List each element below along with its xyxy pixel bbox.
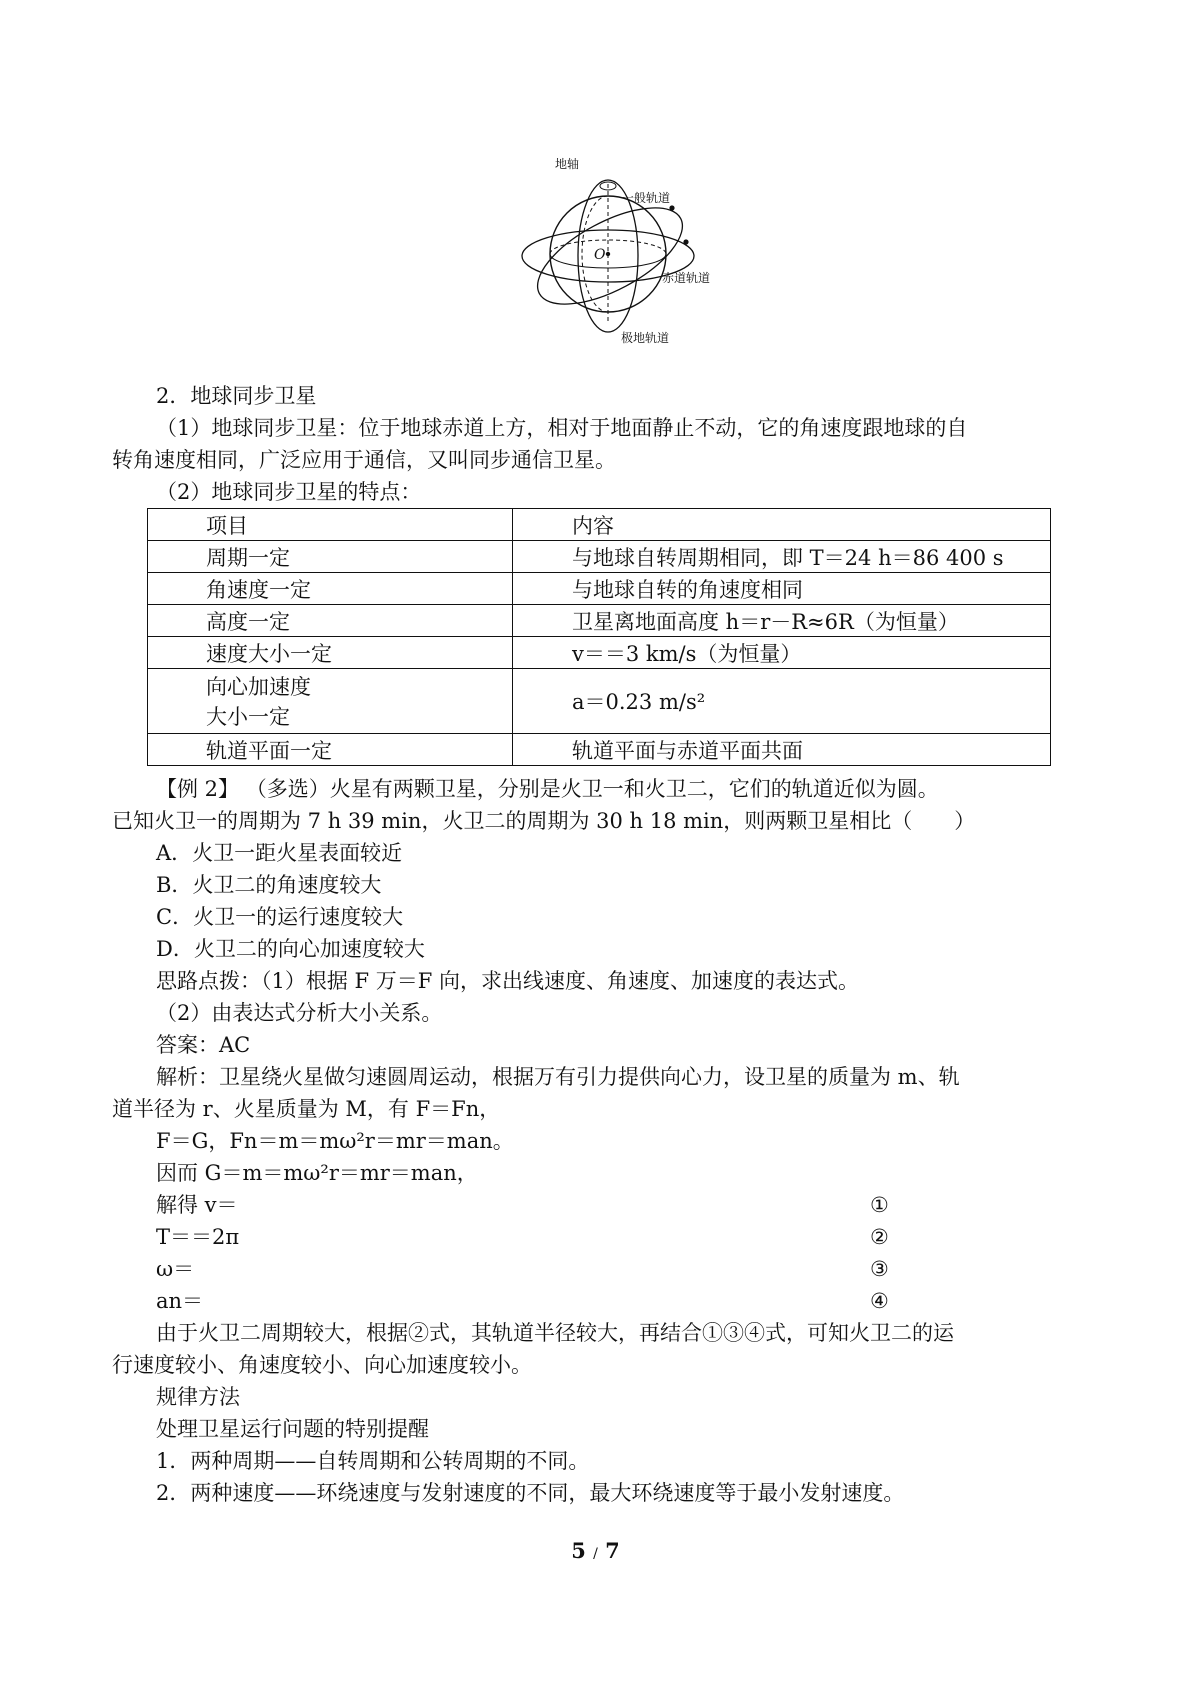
page-number [0,1538,1191,1563]
example-line2: 已知火卫一的周期为 7 h 39 min，火卫二的周期为 30 h 18 min，则两颗卫星相比（ ） [112,809,976,833]
method-point1: 1．两种周期——自转周期和公转周期的不同。 [156,1449,590,1473]
page-current: 5 [571,1538,586,1563]
page-total: 7 [605,1538,620,1563]
table-row [148,605,1051,637]
table-cell-item: 轨道平面一定 [148,734,513,766]
conclusion-line1: 由于火卫二周期较大，根据②式，其轨道半径较大，再结合①③④式，可知火卫二的运 [156,1321,954,1345]
method-point2: 2．两种速度——环绕速度与发射速度的不同，最大环绕速度等于最小发射速度。 [156,1481,905,1505]
table-row [148,637,1051,669]
equation-marker-2: ② [870,1225,889,1249]
hint-line2: （2）由表达式分析大小关系。 [156,1001,443,1025]
table-header-row [148,509,1051,541]
label-equatorial-orbit: 赤道轨道 [662,271,711,285]
table-row [148,573,1051,605]
table-cell-item-line2: 大小一定 [206,705,290,729]
equation-2: 因而 G＝m＝mω²r＝mr＝man， [156,1161,478,1185]
label-general-orbit: 一般轨道 [622,191,671,205]
option-d: D．火卫二的向心加速度较大 [156,937,425,961]
analysis-line2: 道半径为 r、火星质量为 M，有 F＝Fn， [112,1097,501,1121]
table-cell-item: 高度一定 [148,605,513,637]
table-header-content: 内容 [513,509,1051,541]
table-cell-item: 周期一定 [148,541,513,573]
section-p1-line2: 转角速度相同，广泛应用于通信，又叫同步通信卫星。 [112,448,616,472]
conclusion-line2: 行速度较小、角速度较小、向心加速度较小。 [112,1353,532,1377]
option-c: C．火卫一的运行速度较大 [156,905,404,929]
section-p1-line1: （1）地球同步卫星：位于地球赤道上方，相对于地面静止不动，它的角速度跟地球的自 [156,416,968,440]
table-cell-content: v＝＝3 km/s（为恒量） [513,637,1051,669]
table-cell-item: 速度大小一定 [148,637,513,669]
equation-3: 解得 v＝ [156,1193,238,1217]
section-heading: 2．地球同步卫星 [156,384,317,408]
method-title: 规律方法 [156,1385,240,1409]
label-polar-orbit: 极地轨道 [621,331,670,345]
earth-center [606,252,610,256]
table-cell-content: 轨道平面与赤道平面共面 [513,734,1051,766]
table-cell-content: 与地球自转的角速度相同 [513,573,1051,605]
equation-6: an＝ [156,1289,204,1313]
table-cell-item [148,669,513,734]
equation-5: ω＝ [156,1257,195,1281]
equation-4: T＝＝2π [156,1225,240,1249]
table-cell-item-line1: 向心加速度 [206,675,311,699]
table-cell-item: 角速度一定 [148,573,513,605]
option-a: A．火卫一距火星表面较近 [156,841,403,865]
section-p2: （2）地球同步卫星的特点： [156,480,422,504]
label-axis: 地轴 [555,157,580,171]
equation-1: F＝G，Fn＝m＝mω²r＝mr＝man。 [156,1129,514,1153]
label-center-o: O [594,247,606,263]
orbit-diagram-svg [518,156,732,346]
table-row [148,734,1051,766]
example-line1: 【例 2】 （多选）火星有两颗卫星，分别是火卫一和火卫二，它们的轨道近似为圆。 [156,777,939,801]
general-satellite [669,205,674,210]
table-cell-content: 与地球自转周期相同，即 T＝24 h＝86 400 s [513,541,1051,573]
table-row [148,541,1051,573]
equation-marker-4: ④ [870,1289,889,1313]
equation-marker-3: ③ [870,1257,889,1281]
table-header-item: 项目 [148,509,513,541]
equatorial-satellite [683,239,688,244]
option-b: B．火卫二的角速度较大 [156,873,382,897]
table-cell-content: 卫星离地面高度 h＝r－R≈6R（为恒量） [513,605,1051,637]
orbit-diagram [518,156,732,346]
features-table [147,508,1051,766]
method-subtitle: 处理卫星运行问题的特别提醒 [156,1417,429,1441]
table-cell-content: a＝0.23 m/s² [513,669,1051,734]
answer: 答案：AC [156,1033,251,1057]
page-separator: / [593,1546,598,1562]
analysis-line1: 解析：卫星绕火星做匀速圆周运动，根据万有引力提供向心力，设卫星的质量为 m、轨 [156,1065,960,1089]
hint-line1: 思路点拨：（1）根据 F 万＝F 向，求出线速度、角速度、加速度的表达式。 [156,969,860,993]
table-row [148,669,1051,734]
equation-marker-1: ① [870,1193,889,1217]
